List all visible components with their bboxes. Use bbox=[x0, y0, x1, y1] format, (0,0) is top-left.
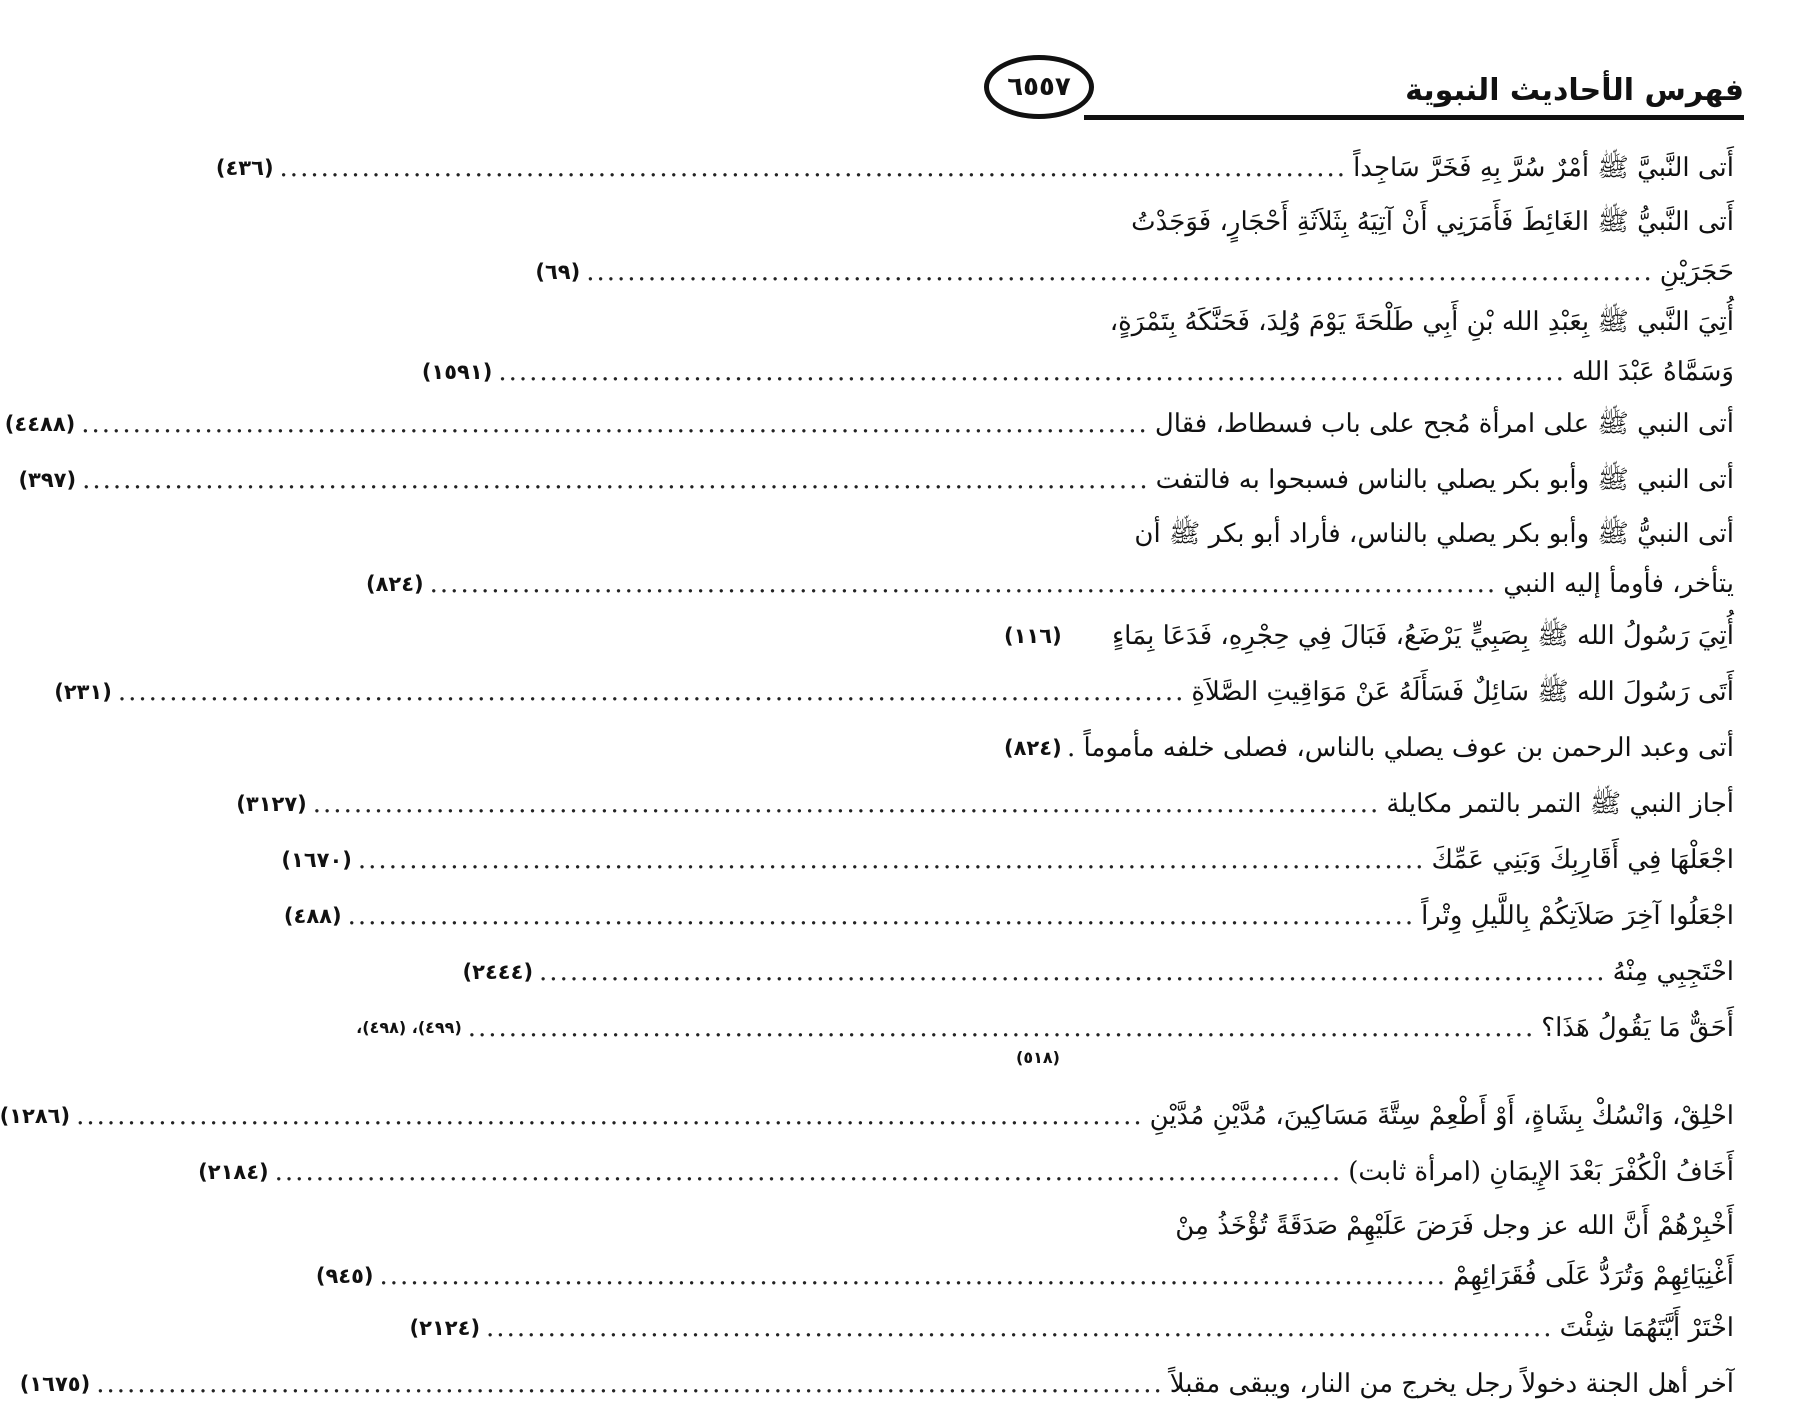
leader-dots: ........................................................................................................ bbox=[429, 569, 1498, 599]
leader-dots: ........................................................................................................ bbox=[117, 677, 1186, 707]
leader-dots: ........................................................................................................ bbox=[379, 1261, 1448, 1291]
index-entry bbox=[421, 296, 1734, 396]
index-entry bbox=[315, 1200, 1734, 1300]
index-entry bbox=[236, 776, 1734, 832]
index-entry bbox=[198, 1144, 1734, 1200]
leader-dots: ........................................................................................................ bbox=[96, 1369, 1164, 1399]
entry-text: أجاز النبي ﷺ التمر بالتمر مكايلة bbox=[1386, 789, 1734, 819]
entry-text: أَتَى رَسُولَ الله ﷺ سَائِلٌ فَسَأَلَهُ عَنْ مَوَاقِيتِ الصَّلاَةِ bbox=[1191, 677, 1734, 707]
entry-text-line1: أَتى النَّبيُّ ﷺ الغَائِطَ فَأَمَرَنِي أَنْ آتِيَهُ بِثَلاَثَةِ أَحْجَارٍ، فَوَجَدْتُ bbox=[1131, 207, 1734, 237]
index-entry bbox=[19, 1356, 1734, 1412]
leader-dots: ........................................................................................................ bbox=[498, 357, 1566, 387]
index-entry bbox=[365, 508, 1734, 608]
entry-text-line2: أَغْنِيَائِهِمْ وَتُرَدُّ عَلَى فُقَرَائِهِمْ bbox=[1453, 1261, 1734, 1291]
header-rule bbox=[1084, 115, 1744, 120]
hadith-number: (٦٩) bbox=[535, 259, 581, 284]
leader-dots: ........................................................................................................ bbox=[76, 1101, 1144, 1131]
entry-text: أُتِيَ رَسُولُ الله ﷺ بِصَبِيٍّ يَرْضَعُ، فَبَالَ فِي حِجْرِهِ، فَدَعَا بِمَاءٍ bbox=[1111, 621, 1734, 651]
index-entry bbox=[283, 888, 1734, 944]
entry-text-line2: وَسَمَّاهُ عَبْدَ الله bbox=[1571, 357, 1734, 387]
leader-dots: ........................................................................................................ bbox=[539, 957, 1607, 987]
hadith-number: (٨٢٤) bbox=[365, 571, 424, 596]
hadith-number: (٢٣١) bbox=[54, 679, 112, 704]
leader-dots: ........................................................................................................ bbox=[486, 1313, 1554, 1343]
entry-text: اجْعَلُوا آخِرَ صَلاَتِكُمْ بِاللَّيلِ وِتْراً bbox=[1421, 901, 1734, 931]
index-entry bbox=[18, 452, 1734, 508]
index-entry bbox=[462, 944, 1734, 1000]
running-title: فهرس الأحاديث النبوية bbox=[1405, 73, 1744, 108]
leader-dots: ........................................................................................................ bbox=[82, 465, 1150, 495]
index-entry bbox=[535, 196, 1734, 296]
hadith-number: (٤٤٨٨) bbox=[4, 411, 76, 436]
entry-text: احْتَجِبِي مِنْهُ bbox=[1612, 957, 1734, 987]
index-entry bbox=[356, 1000, 1734, 1088]
entry-text: أتى النبي ﷺ وأبو بكر يصلي بالناس فسبحوا به فالتفت bbox=[1155, 465, 1734, 495]
hadith-number: (٢١٢٤) bbox=[409, 1315, 481, 1340]
index-entry bbox=[409, 1300, 1734, 1356]
entry-text-line1: أتى النبيُّ ﷺ وأبو بكر يصلي بالناس، فأراد أبو بكر ﷺ أن bbox=[1134, 519, 1734, 549]
hadith-number: (٣١٢٧) bbox=[236, 791, 307, 816]
leader-dots: ........................................................................................................ bbox=[467, 1013, 1536, 1043]
hadith-number: (٨٢٤) bbox=[1004, 735, 1062, 760]
leader-dots: ........................................................................................................ bbox=[274, 1157, 1343, 1187]
index-entry bbox=[281, 832, 1734, 888]
hadith-number: (١٦٧٥) bbox=[19, 1371, 91, 1396]
hadith-index-list bbox=[0, 140, 1734, 1412]
entry-text: احْلِقْ، وَانْسُكْ بِشَاةٍ، أَوْ أَطْعِمْ سِتَّةَ مَسَاكِينَ، مُدَّيْنِ مُدَّيْنِ bbox=[1149, 1101, 1734, 1131]
index-entry bbox=[54, 664, 1734, 720]
page-number: ٦٥٥٧ bbox=[1007, 72, 1071, 102]
entry-text-line2: حَجَرَيْنِ bbox=[1659, 257, 1734, 287]
entry-text: اخْتَرْ أَيَّتَهُمَا شِئْتَ bbox=[1559, 1313, 1734, 1343]
hadith-number: (٤٣٦) bbox=[215, 155, 274, 180]
page-number-badge bbox=[984, 55, 1094, 119]
hadith-number: (٤٩٩)، (٤٩٨)، bbox=[356, 1018, 462, 1037]
hadith-number: (١٢٨٦) bbox=[0, 1103, 71, 1128]
entry-text: أتى النبي ﷺ على امرأة مُجح على باب فسطاط، فقال bbox=[1154, 409, 1734, 439]
entry-text: آخر أهل الجنة دخولاً رجل يخرج من النار، ويبقى مقبلاً bbox=[1169, 1369, 1734, 1399]
hadith-number-continued: (٥١٨) bbox=[1016, 1048, 1060, 1067]
index-entry bbox=[215, 140, 1734, 196]
entry-text: أَخَافُ الْكُفْرَ بَعْدَ الإِيمَانِ (امرأة ثابت) bbox=[1348, 1157, 1734, 1187]
index-entry bbox=[0, 1088, 1734, 1144]
entry-text-line2: يتأخر، فأومأ إليه النبي bbox=[1503, 569, 1734, 599]
index-entry bbox=[1004, 720, 1734, 776]
entry-text-line1: أُتِيَ النَّبي ﷺ بِعَبْدِ الله بْنِ أَبِي طَلْحَةَ يَوْمَ وُلِدَ، فَحَنَّكَهُ بِتَمْرَةٍ، bbox=[1109, 307, 1734, 337]
hadith-number: (٢٤٤٤) bbox=[462, 959, 534, 984]
hadith-number: (١١٦) bbox=[1004, 623, 1062, 648]
entry-text: أَحَقٌّ مَا يَقُولُ هَذَا؟ bbox=[1541, 1013, 1734, 1043]
index-entry bbox=[1004, 608, 1734, 664]
leader-dots: ........................................................................................................ bbox=[81, 409, 1149, 439]
leader-dots: ........................................................................................................ bbox=[357, 845, 1426, 875]
leader-dots: ........................................................................................................ bbox=[312, 789, 1381, 819]
entry-text: أَتى النَّبيَّ ﷺ أمْرٌ سُرَّ بِهِ فَخَرَّ سَاجِداً bbox=[1353, 153, 1734, 183]
hadith-number: (١٥٩١) bbox=[421, 359, 493, 384]
leader-dots: ........................................................................................................ bbox=[586, 257, 1654, 287]
hadith-number: (٤٨٨) bbox=[283, 903, 342, 928]
leader-dots: ........................................................................................................ bbox=[279, 153, 1348, 183]
page-header bbox=[984, 55, 1744, 115]
entry-text: اجْعَلْهَا فِي أَقَارِبِكَ وَبَنِي عَمِّكَ bbox=[1431, 845, 1734, 875]
entry-text-line1: أَخْبِرْهُمْ أَنَّ الله عز وجل فَرَضَ عَلَيْهِمْ صَدَقَةً تُؤْخَذُ مِنْ bbox=[1175, 1211, 1734, 1241]
hadith-number: (٢١٨٤) bbox=[198, 1159, 269, 1184]
hadith-number: (٣٩٧) bbox=[18, 467, 77, 492]
index-entry bbox=[4, 396, 1734, 452]
leader-dots: ........................................................................................................ bbox=[347, 901, 1416, 931]
hadith-number: (٩٤٥) bbox=[315, 1263, 374, 1288]
hadith-number: (١٦٧٠) bbox=[281, 847, 352, 872]
entry-text: أتى وعبد الرحمن بن عوف يصلي بالناس، فصلى خلفه مأموماً . bbox=[1066, 733, 1734, 763]
